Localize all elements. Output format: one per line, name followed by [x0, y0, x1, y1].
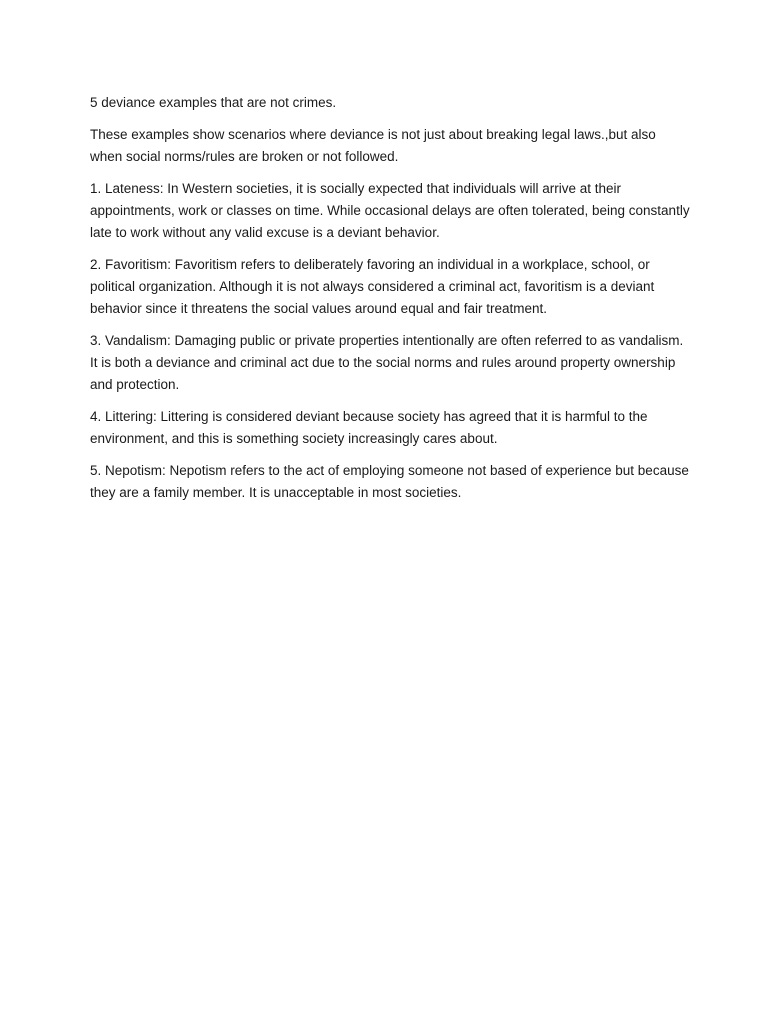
list-item-nepotism: 5. Nepotism: Nepotism refers to the act of employing someone not based of experience but because they are a family member. It is unacceptable in most societies.: [90, 463, 689, 500]
list-item-lateness: 1. Lateness: In Western societies, it is socially expected that individuals will arrive at their appointments, work or classes on time. While occasional delays are often tolerated, being constantly late to work without any valid excuse is a deviant behavior.: [90, 181, 690, 240]
intro-paragraph: These examples show scenarios where deviance is not just about breaking legal laws.,but also when social norms/rules are broken or not followed.: [90, 127, 656, 165]
document-title: 5 deviance examples that are not crimes.: [90, 95, 337, 110]
document-body: [90, 92, 690, 514]
list-item-favoritism: 2. Favoritism: Favoritism refers to deliberately favoring an individual in a workplace, school, or political organization. Although it is not always considered a criminal act, favoritism is a deviant behavior since it threatens the social values around equal and fair treatment.: [90, 257, 655, 316]
list-item-vandalism: 3. Vandalism: Damaging public or private properties intentionally are often referred to as vandalism. It is both a deviance and criminal act due to the social norms and rules around property ownership and protection.: [90, 333, 684, 392]
list-item-littering: 4. Littering: Littering is considered deviant because society has agreed that it is harmful to the environment, and this is something society increasingly cares about.: [90, 409, 648, 446]
